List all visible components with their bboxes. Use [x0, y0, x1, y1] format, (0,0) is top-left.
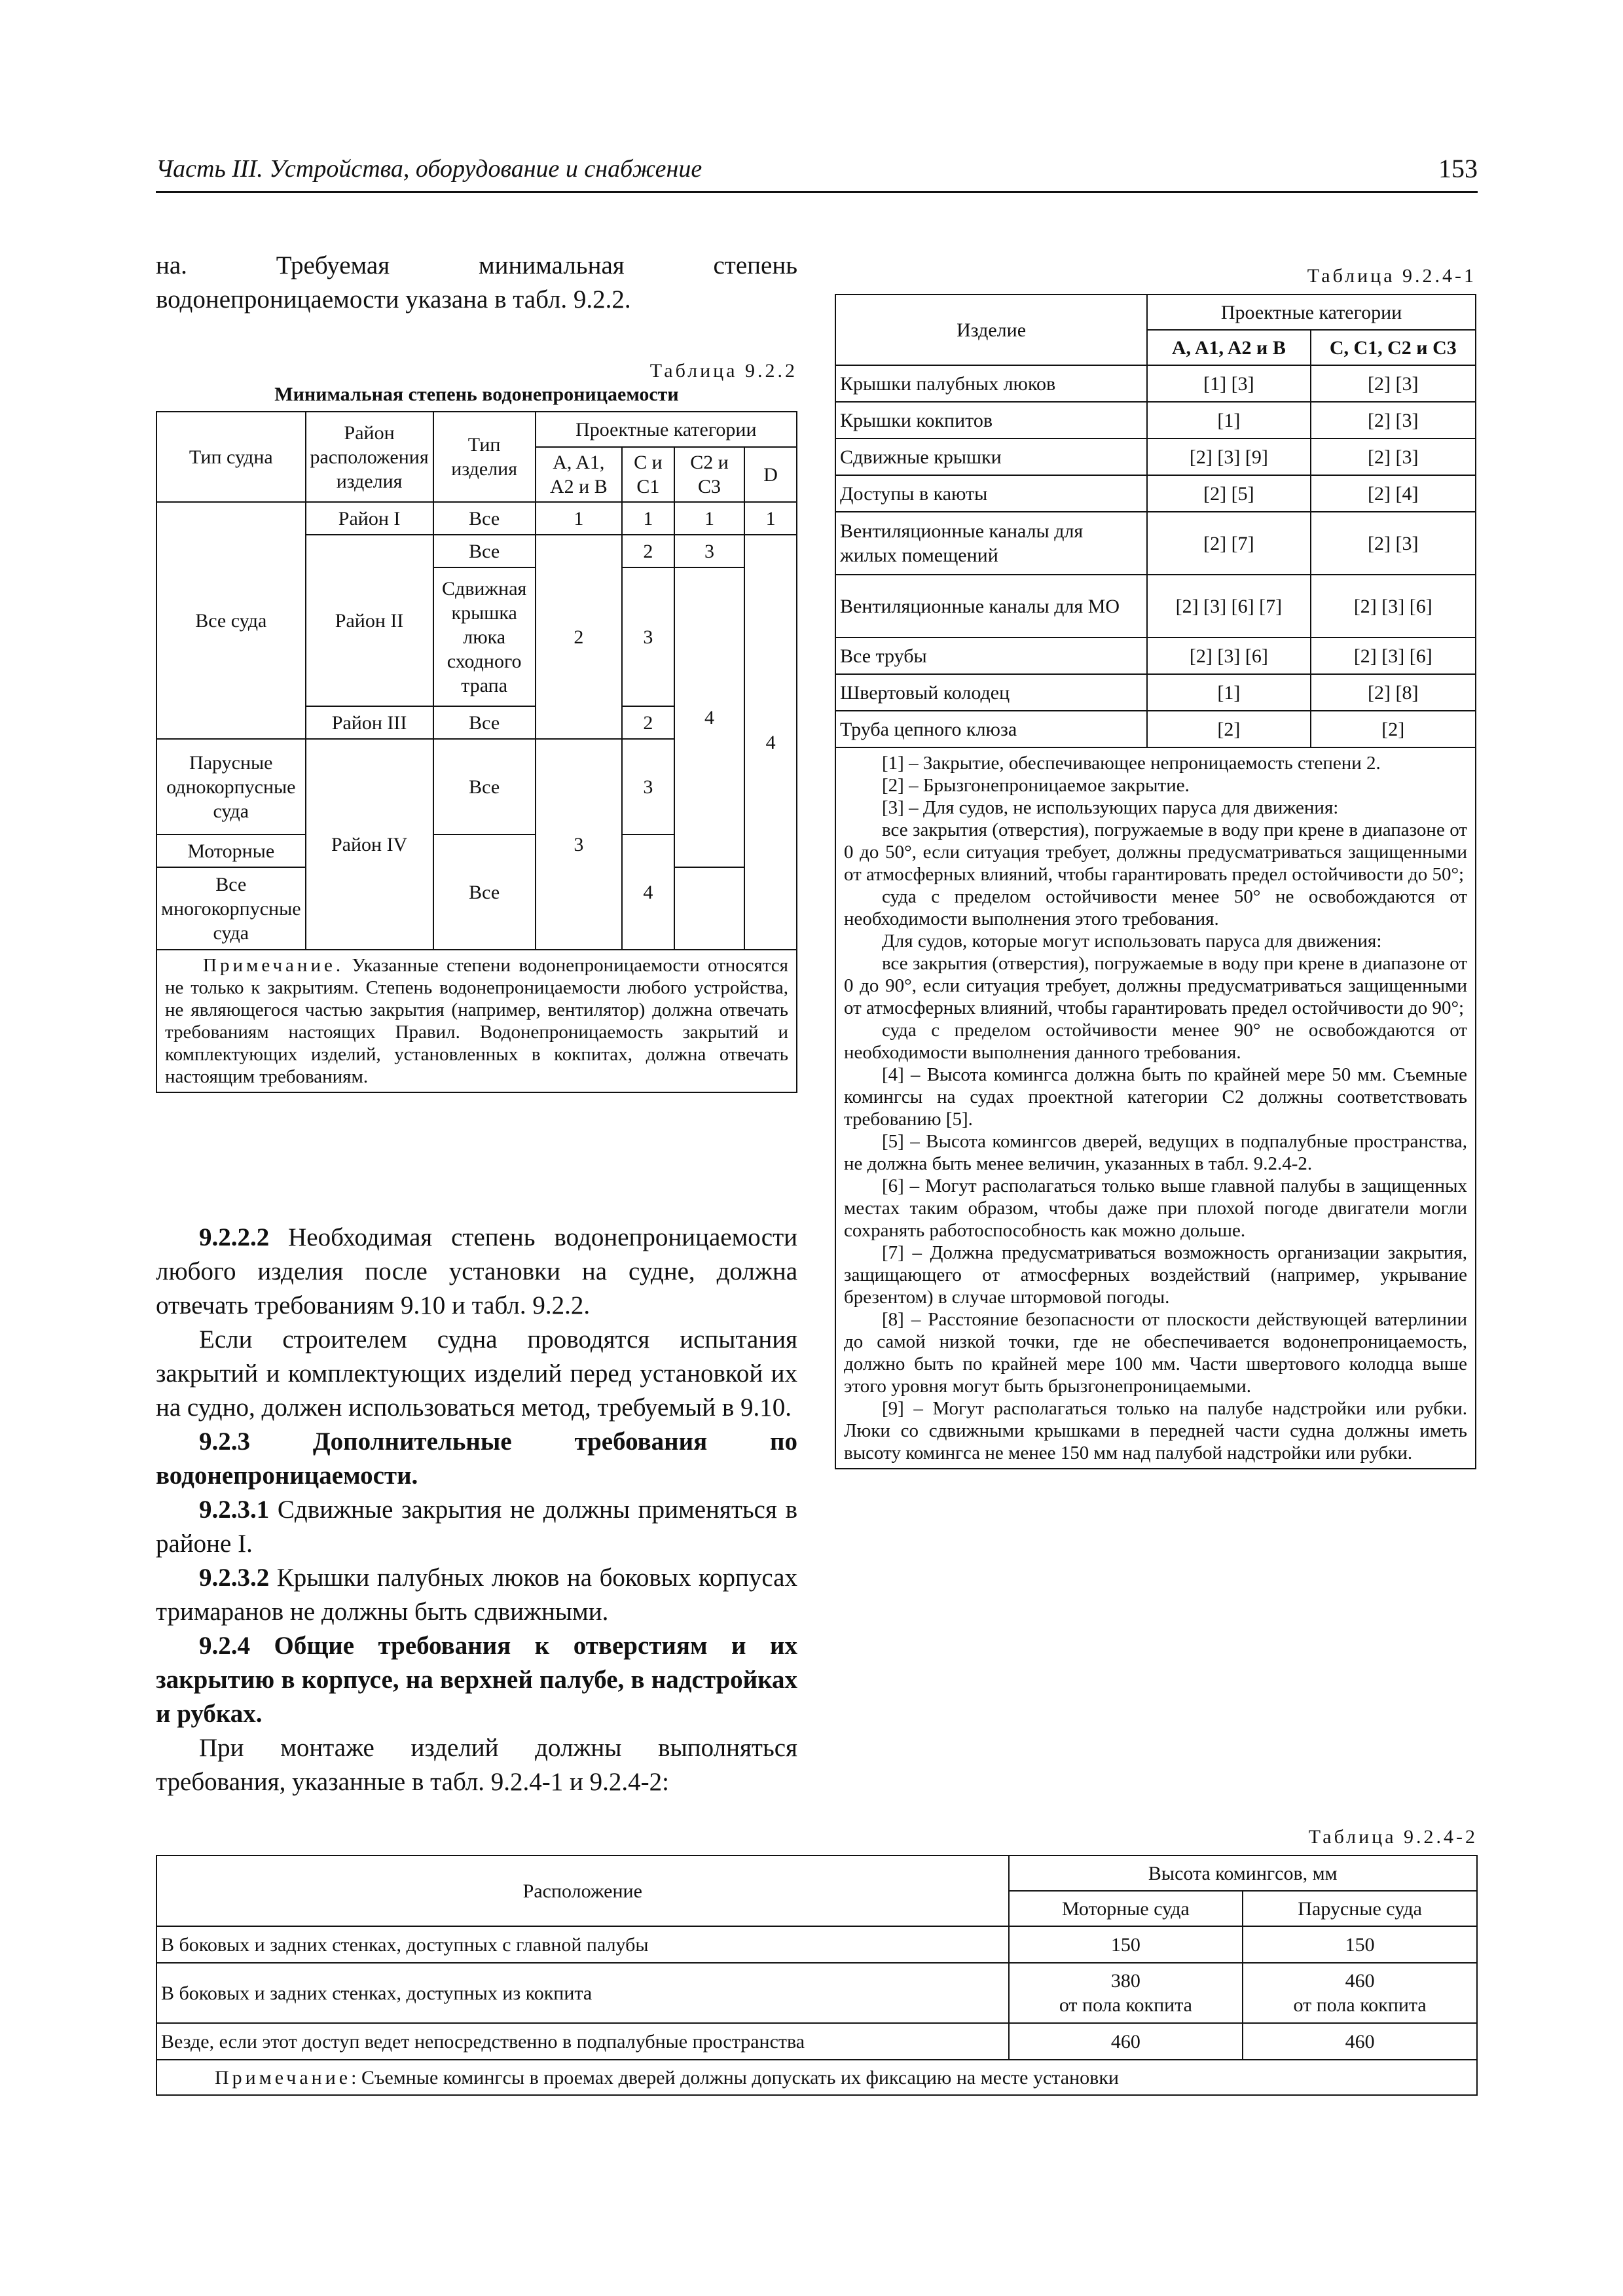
cell: 460 от пола кокпита: [1243, 1963, 1477, 2023]
cell: 4: [674, 567, 745, 867]
row-item: Вентиляционные каналы для МО: [835, 575, 1147, 637]
cell: Все: [433, 535, 536, 567]
row-loc: В боковых и задних стенках, доступных с главной палубы: [156, 1926, 1009, 1963]
note-line: [6] – Могут располагаться только выше главной палубы в защищенных местах таким образом, чтобы даже при плохой погоде двигатели могли сохранять работоспособность как можно дольше.: [844, 1175, 1467, 1241]
h-type: Тип судна: [156, 412, 306, 502]
cell-area2: Район II: [306, 535, 433, 706]
row-item: Вентиляционные каналы для жилых помещений: [835, 512, 1147, 575]
row-loc: В боковых и задних стенках, доступных из кокпита: [156, 1963, 1009, 2023]
note-line: все закрытия (отверстия), погружаемые в воду при крене в диапазоне от 0 до 90°, если ситуация требует, должны предусматриваться защищенными от атмосферных влияний, чтобы гарантировать предел остойчивости до 90°;: [844, 953, 1467, 1018]
row-item: Сдвижные крышки: [835, 439, 1147, 475]
para-install: При монтаже изделий должны выполняться требования, указанные в табл. 9.2.4-1 и 9.2.4-2:: [156, 1734, 797, 1796]
cell: 3: [622, 739, 674, 834]
table-922: [156, 411, 797, 1093]
cell-area3: Район III: [306, 706, 433, 739]
table-row: [835, 439, 1476, 475]
cell: [2]: [1147, 711, 1310, 747]
h-c: C, C1, C2 и C3: [1311, 330, 1476, 365]
note-line: [8] – Расстояние безопасности от плоскости действующей ватерлинии до самой низкой точки, где не обеспечивается водонепроницаемость, должно быть по крайней мере 100 мм. Части швертового колодца выше этого уровня могут быть брызгонепроницаемыми.: [844, 1309, 1467, 1397]
h-a: A, A1, A2 и B: [1147, 330, 1310, 365]
cell: [1]: [1147, 402, 1310, 439]
para-9232: 9.2.3.2 Крышки палубных люков на боковых корпусах тримаранов не должны быть сдвижными.: [156, 1564, 797, 1626]
note-line: суда с пределом остойчивости менее 50° не освобождаются от необходимости выполнения этого требования.: [844, 886, 1467, 929]
table-9242: [156, 1855, 1478, 2096]
note-line: [4] – Высота комингса должна быть по крайней мере 50 мм. Съемные комингсы на судах проектной категории C2 должны соответствовать требованию [5].: [844, 1064, 1467, 1130]
table-caption: Таблица 9.2.4-1: [1307, 265, 1476, 287]
cell: Все: [433, 834, 536, 950]
cell: 4: [744, 535, 797, 950]
cell: Все: [433, 706, 536, 739]
para-test: Если строителем судна проводятся испытания закрытий и комплектующих изделий перед установкой их на судно, должен использоваться метод, требуемый в 9.10.: [156, 1325, 797, 1422]
cell-sliding: Сдвижная крышка люка сходного трапа: [433, 567, 536, 706]
cell: [2] [3] [6]: [1311, 575, 1476, 637]
cell: [2] [8]: [1311, 674, 1476, 711]
cell: [1] [3]: [1147, 365, 1310, 402]
para-923: 9.2.3 Дополнительные требования по водонепроницаемости.: [156, 1427, 797, 1490]
note-line: Для судов, которые могут использовать паруса для движения:: [882, 931, 1382, 952]
row-item: Швертовый колодец: [835, 674, 1147, 711]
h-area: Район расположения изделия: [306, 412, 433, 502]
note-line: [2] – Брызгонепроницаемое закрытие.: [882, 775, 1190, 796]
h-c4: D: [744, 447, 797, 502]
cell: 150: [1243, 1926, 1477, 1963]
table-9241-block: [835, 265, 1476, 1469]
table-caption: Таблица 9.2.4-2: [1308, 1826, 1478, 1848]
page-number: 153: [1438, 154, 1478, 183]
table-row: [835, 512, 1476, 575]
intro-paragraph: на. Требуемая минимальная степень водонепроницаемости указана в табл. 9.2.2.: [156, 251, 797, 314]
table-row: [835, 475, 1476, 512]
table-caption: Таблица 9.2.2: [649, 360, 797, 382]
h-cats: Проектные категории: [536, 412, 797, 447]
para-9231: 9.2.3.1 Сдвижные закрытия не должны применяться в районе I.: [156, 1496, 797, 1558]
cell: 3: [622, 567, 674, 706]
cell: [1]: [1147, 674, 1310, 711]
cell: 1: [674, 502, 745, 535]
row-item: Все трубы: [835, 637, 1147, 674]
table-row: [835, 575, 1476, 637]
cell: 1: [744, 502, 797, 535]
left-text-block: [156, 1221, 797, 1799]
cell: 3: [674, 535, 745, 567]
cell: 2: [536, 535, 622, 739]
row-item: Доступы в каюты: [835, 475, 1147, 512]
h-item: Тип изделия: [433, 412, 536, 502]
table-title: Минимальная степень водонепроницаемости: [274, 384, 679, 405]
cell: Все: [433, 502, 536, 535]
table-row: [835, 402, 1476, 439]
h-sail: Парусные суда: [1243, 1891, 1477, 1926]
cell: [2] [3]: [1311, 512, 1476, 575]
cell: [2] [3] [6] [7]: [1147, 575, 1310, 637]
cell: 2: [622, 706, 674, 739]
row-item: Крышки палубных люков: [835, 365, 1147, 402]
cell: [2] [3] [6]: [1147, 637, 1310, 674]
running-header: Часть III. Устройства, оборудование и снабжение: [156, 155, 702, 183]
table-row: [835, 365, 1476, 402]
cell: 380 от пола кокпита: [1009, 1963, 1243, 2023]
table-note: Примечание: Съемные комингсы в проемах дверей должны допускать их фиксацию на месте установки: [156, 2060, 1477, 2095]
h-loc: Расположение: [156, 1856, 1009, 1926]
cell: 2: [622, 535, 674, 567]
cell-area4: Район IV: [306, 739, 433, 950]
cell: [2] [7]: [1147, 512, 1310, 575]
table-922-block: [156, 360, 797, 1093]
h-height: Высота комингсов, мм: [1009, 1856, 1477, 1891]
note-line: суда с пределом остойчивости менее 90° не освобождаются от необходимости выполнения данного требования.: [844, 1020, 1467, 1063]
cell: [2] [3]: [1311, 365, 1476, 402]
cell-motor: Моторные: [156, 834, 306, 867]
cell: [2] [3] [9]: [1147, 439, 1310, 475]
table-row: [835, 674, 1476, 711]
cell: [2] [4]: [1311, 475, 1476, 512]
row-item: Труба цепного клюза: [835, 711, 1147, 747]
cell: 460: [1243, 2023, 1477, 2060]
h-cats: Проектные категории: [1147, 295, 1476, 330]
cell: 1: [622, 502, 674, 535]
cell: [2] [3] [6]: [1311, 637, 1476, 674]
note-line: [1] – Закрытие, обеспечивающее непроницаемость степени 2.: [882, 753, 1381, 774]
cell: 150: [1009, 1926, 1243, 1963]
cell-all-ships: Все суда: [156, 502, 306, 739]
row-item: Крышки кокпитов: [835, 402, 1147, 439]
note-line: [7] – Должна предусматриваться возможность организации закрытия, защищающего от атмосферных воздействий (например, укрывание брезентом) в случае штормовой погоды.: [844, 1242, 1467, 1308]
table-note: Примечание. Указанные степени водонепроницаемости относятся не только к закрытиям. Степень водонепроницаемости любого устройства, не являющегося частью закрытия (например, вентилятор) должна отвечать требованиям настоящих Правил. Водонепроницаемость закрытий и комплектующих изделий, установленных в кокпитах, должна отвечать настоящим требованиям.: [156, 950, 797, 1092]
cell: [2]: [1311, 711, 1476, 747]
cell: [2] [3]: [1311, 402, 1476, 439]
table-row: [835, 637, 1476, 674]
left-column: [156, 249, 797, 317]
table-9241: [835, 294, 1476, 1469]
h-c3: C2 и C3: [674, 447, 745, 502]
cell-area1: Район I: [306, 502, 433, 535]
h-c1: A, A1, A2 и B: [536, 447, 622, 502]
cell-sail-mono: Парусные однокорпусные суда: [156, 739, 306, 834]
note-line: [5] – Высота комингсов дверей, ведущих в подпалубные пространства, не должна быть менее величин, указанных в табл. 9.2.4-2.: [844, 1131, 1467, 1174]
row-loc: Везде, если этот доступ ведет непосредственно в подпалубные пространства: [156, 2023, 1009, 2060]
h-item: Изделие: [835, 295, 1147, 365]
para-9222: 9.2.2.2 Необходимая степень водонепроницаемости любого изделия после установки на судне, должна отвечать требованиям 9.10 и табл. 9.2.2.: [156, 1223, 797, 1319]
note-line: [9] – Могут располагаться только на палубе надстройки или рубки. Люки со сдвижными крышками в передней части судна должны иметь высоту комингса не менее 150 мм над палубой надстройки или рубки.: [844, 1398, 1467, 1463]
cell-multi: Все многокорпусные суда: [156, 867, 306, 950]
note-line: [3] – Для судов, не использующих паруса для движения:: [882, 797, 1339, 818]
header-rule: [156, 191, 1478, 193]
cell: [2] [5]: [1147, 475, 1310, 512]
cell: Все: [433, 739, 536, 834]
table-9242-block: [156, 1826, 1478, 2096]
table-notes: [835, 747, 1476, 1469]
para-924: 9.2.4 Общие требования к отверстиям и их закрытию в корпусе, на верхней палубе, в надстройках и рубках.: [156, 1632, 797, 1728]
cell: 460: [1009, 2023, 1243, 2060]
cell: 1: [536, 502, 622, 535]
h-c2: C и C1: [622, 447, 674, 502]
h-motor: Моторные суда: [1009, 1891, 1243, 1926]
table-row: [835, 711, 1476, 747]
cell: 3: [536, 739, 622, 950]
cell: 4: [622, 834, 674, 950]
cell: [2] [3]: [1311, 439, 1476, 475]
note-line: все закрытия (отверстия), погружаемые в воду при крене в диапазоне от 0 до 50°, если ситуация требует, должны предусматриваться защищенными от атмосферных влияний, чтобы гарантировать предел остойчивости до 50°;: [844, 819, 1467, 885]
